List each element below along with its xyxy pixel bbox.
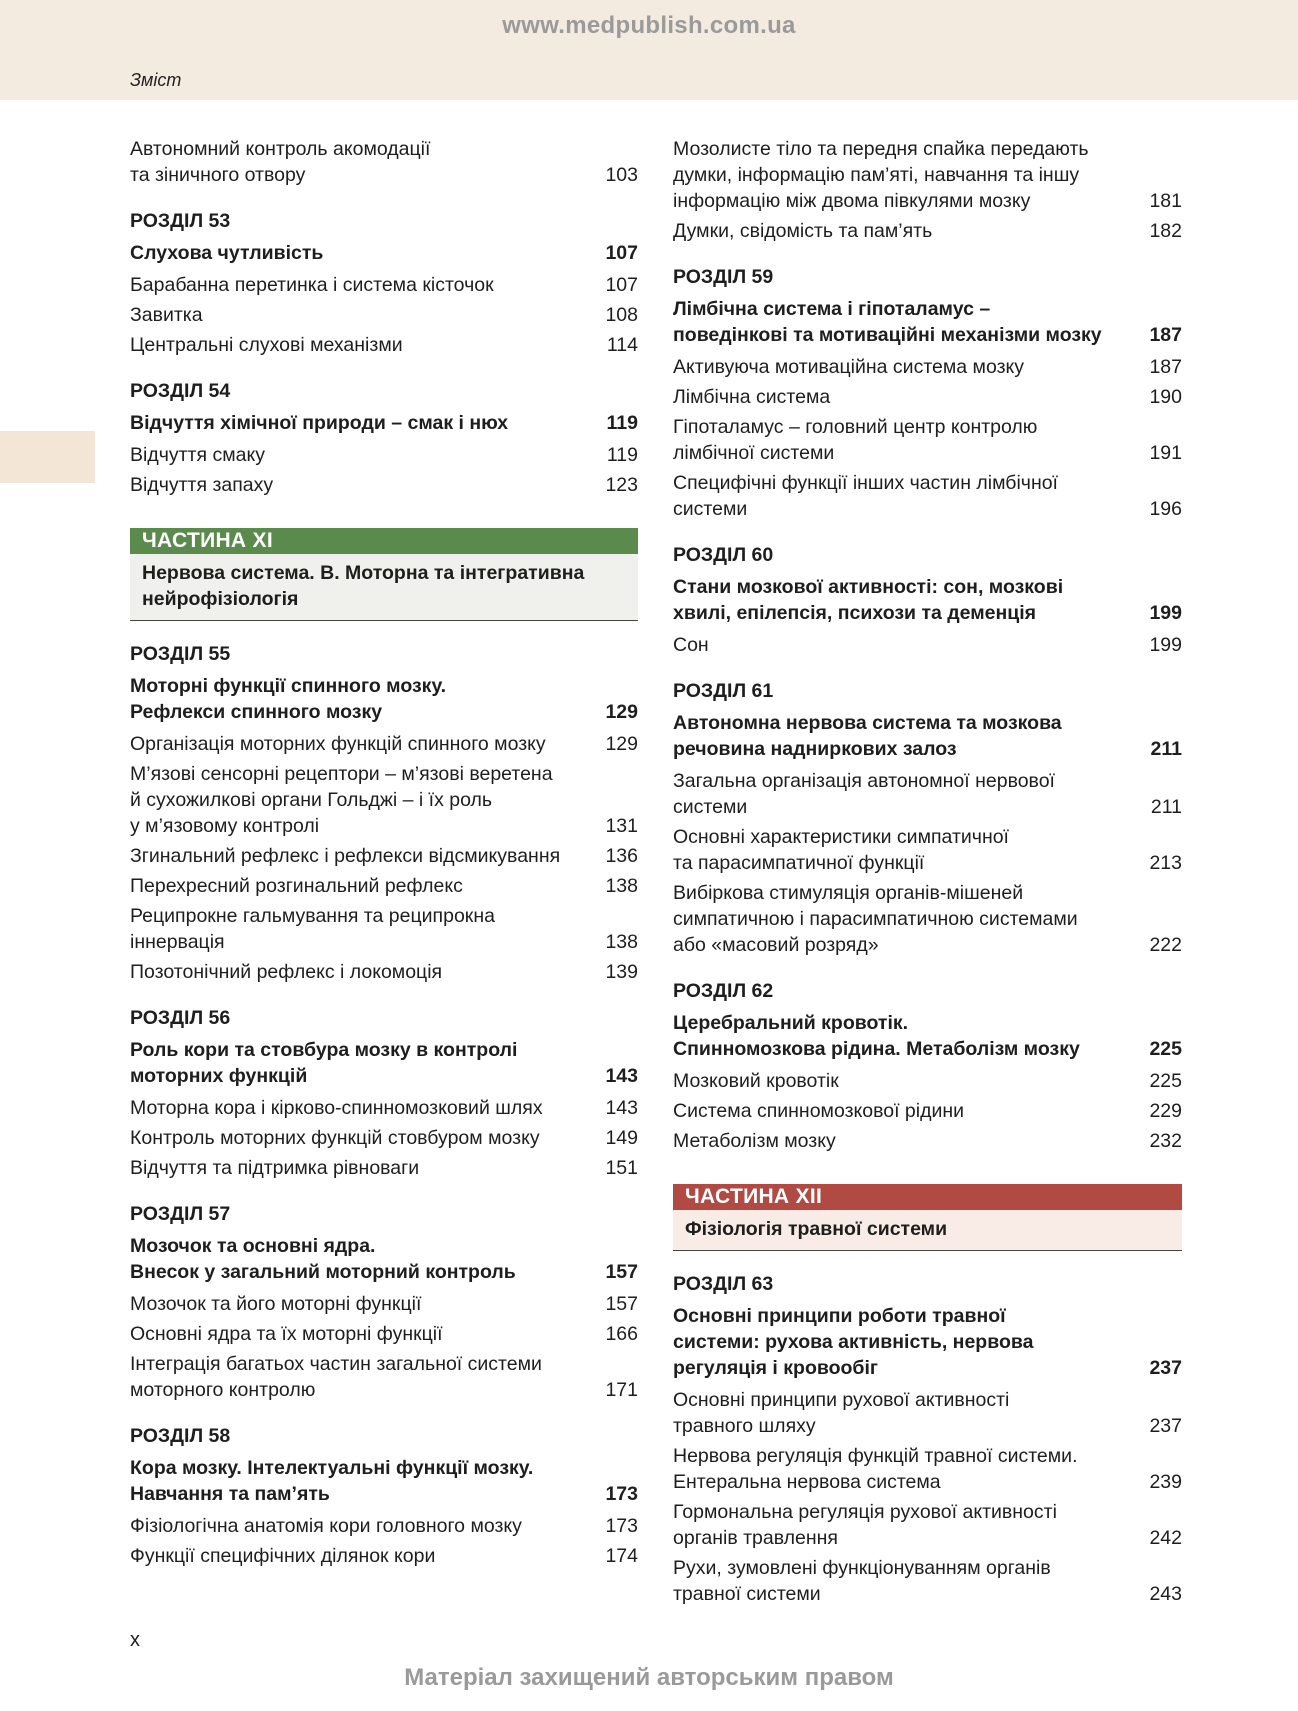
toc-entry[interactable] xyxy=(130,1321,638,1347)
copyright-notice: Матеріал захищений авторським правом xyxy=(404,1664,894,1691)
chapter-title: Кора мозку. Інтелектуальні функції мозку. Навчання та пам’ять xyxy=(130,1457,534,1505)
chapter-page: 187 xyxy=(1149,324,1182,346)
toc-entry-title: М’язові сенсорні рецептори – м’язові веретена й сухожилкові органи Гольджі – і їх роль у м’язовому контролі xyxy=(130,763,553,837)
toc-entry-page: 181 xyxy=(1149,190,1182,212)
toc-entry-page: 229 xyxy=(1149,1100,1182,1122)
toc-entry-title: Мозолисте тіло та передня спайка передають думки, інформацію пам’яті, навчання та іншу інформацію між двома півкулями мозку xyxy=(673,138,1089,212)
chapter-title: Мозочок та основні ядра. Внесок у загальний моторний контроль xyxy=(130,1235,516,1283)
toc-entry[interactable] xyxy=(673,136,1182,214)
chapter-label: РОЗДІЛ 60 xyxy=(673,544,774,566)
chapter-page: 157 xyxy=(605,1261,638,1283)
toc-entry[interactable] xyxy=(673,354,1182,380)
toc-entry-page: 108 xyxy=(605,304,638,326)
chapter-page: 129 xyxy=(605,701,638,723)
toc-entry-page: 129 xyxy=(605,733,638,755)
toc-entry-page: 222 xyxy=(1149,934,1182,956)
toc-entry-title: Завитка xyxy=(130,304,203,326)
toc-entry-title: Центральні слухові механізми xyxy=(130,334,403,356)
chapter-label: РОЗДІЛ 56 xyxy=(130,1007,231,1029)
toc-entry-title: Вибіркова стимуляція органів-мішеней симпатичною і парасимпатичною системами або «масовий розряд» xyxy=(673,882,1078,956)
toc-entry[interactable] xyxy=(673,470,1182,522)
toc-entry[interactable] xyxy=(130,1543,638,1569)
chapter-label: РОЗДІЛ 59 xyxy=(673,266,774,288)
toc-entry-page: 103 xyxy=(605,164,638,186)
toc-entry-page: 171 xyxy=(605,1379,638,1401)
toc-entry[interactable] xyxy=(130,442,638,468)
toc-entry-page: 173 xyxy=(605,1515,638,1537)
toc-entry-title: Мозочок та його моторні функції xyxy=(130,1293,422,1315)
toc-entry-page: 123 xyxy=(605,474,638,496)
toc-entry-title: Нервова регуляція функцій травної системи. Ентеральна нервова система xyxy=(673,1445,1078,1493)
toc-entry-title: Барабанна перетинка і система кісточок xyxy=(130,274,494,296)
part-title: Нервова система. В. Моторна та інтегративна нейрофізіологія xyxy=(130,554,638,620)
toc-entry[interactable] xyxy=(130,272,638,298)
part-title: Фізіологія травної системи xyxy=(673,1210,1182,1250)
toc-entry[interactable] xyxy=(130,1155,638,1181)
toc-entry[interactable] xyxy=(673,632,1182,658)
toc-entry[interactable] xyxy=(673,384,1182,410)
chapter-label: РОЗДІЛ 58 xyxy=(130,1425,231,1447)
toc-entry[interactable] xyxy=(130,761,638,839)
toc-entry-page: 213 xyxy=(1149,852,1182,874)
part-label: ЧАСТИНА XII xyxy=(673,1184,1182,1210)
toc-entry-title: Метаболізм мозку xyxy=(673,1130,836,1152)
toc-entry[interactable] xyxy=(673,1443,1182,1495)
toc-entry[interactable] xyxy=(130,873,638,899)
chapter-page: 143 xyxy=(605,1065,638,1087)
toc-entry-page: 143 xyxy=(605,1097,638,1119)
toc-entry-page: 191 xyxy=(1149,442,1182,464)
toc-entry-page: 242 xyxy=(1149,1527,1182,1549)
toc-entry[interactable] xyxy=(130,302,638,328)
toc-entry-page: 232 xyxy=(1149,1130,1182,1152)
chapter-label: РОЗДІЛ 63 xyxy=(673,1273,774,1295)
chapter-page: 119 xyxy=(606,412,638,434)
toc-entry-page: 138 xyxy=(605,875,638,897)
site-url[interactable]: www.medpublish.com.ua xyxy=(502,12,796,39)
toc-entry-title: Організація моторних функцій спинного мозку xyxy=(130,733,546,755)
toc-entry-page: 151 xyxy=(605,1157,638,1179)
toc-entry-title: Гормональна регуляція рухової активності органів травлення xyxy=(673,1501,1057,1549)
chapter-title: Лімбічна система і гіпоталамус – поведінкові та мотиваційні механізми мозку xyxy=(673,298,1102,346)
toc-entry[interactable] xyxy=(130,1291,638,1317)
part-header xyxy=(130,528,638,621)
toc-entry-page: 114 xyxy=(606,334,638,356)
chapter-heading[interactable] xyxy=(673,1010,1182,1062)
toc-entry[interactable] xyxy=(130,472,638,498)
chapter-title: Автономна нервова система та мозкова речовина надниркових залоз xyxy=(673,712,1062,760)
toc-entry[interactable] xyxy=(673,880,1182,958)
toc-entry-page: 225 xyxy=(1149,1070,1182,1092)
toc-entry[interactable] xyxy=(130,903,638,955)
toc-entry-title: Мозковий кровотік xyxy=(673,1070,839,1092)
toc-entry-title: Основні принципи рухової активності травного шляху xyxy=(673,1389,1010,1437)
toc-entry[interactable] xyxy=(130,136,638,188)
toc-entry-title: Гіпоталамус – головний центр контролю лімбічної системи xyxy=(673,416,1038,464)
chapter-heading[interactable] xyxy=(673,296,1182,348)
part-label: ЧАСТИНА XI xyxy=(130,528,638,554)
chapter-title: Моторні функції спинного мозку. Рефлекси спинного мозку xyxy=(130,675,446,723)
toc-entry-page: 190 xyxy=(1149,386,1182,408)
chapter-heading[interactable] xyxy=(130,673,638,725)
toc-entry-page: 239 xyxy=(1149,1471,1182,1493)
toc-entry[interactable] xyxy=(130,843,638,869)
page-number: x xyxy=(130,1629,140,1651)
toc-entry[interactable] xyxy=(130,731,638,757)
toc-entry[interactable] xyxy=(673,768,1182,820)
side-tab-marker xyxy=(0,431,95,483)
toc-entry[interactable] xyxy=(673,1499,1182,1551)
chapter-heading[interactable] xyxy=(130,1037,638,1089)
chapter-heading[interactable] xyxy=(130,410,638,436)
toc-left-column xyxy=(130,136,638,1573)
toc-entry-title: Контроль моторних функцій стовбуром мозку xyxy=(130,1127,540,1149)
toc-entry-title: Відчуття смаку xyxy=(130,444,265,466)
chapter-label: РОЗДІЛ 62 xyxy=(673,980,774,1002)
chapter-heading[interactable] xyxy=(673,1303,1182,1381)
toc-entry-page: 157 xyxy=(605,1293,638,1315)
chapter-page: 237 xyxy=(1149,1357,1182,1379)
toc-entry-title: Основні ядра та їх моторні функції xyxy=(130,1323,443,1345)
toc-entry-title: Специфічні функції інших частин лімбічної системи xyxy=(673,472,1058,520)
toc-entry-page: 119 xyxy=(606,444,638,466)
toc-entry-page: 174 xyxy=(605,1545,638,1567)
toc-entry-page: 131 xyxy=(605,815,638,837)
toc-entry-page: 149 xyxy=(605,1127,638,1149)
toc-entry-title: Реципрокне гальмування та реципрокна іннервація xyxy=(130,905,495,953)
toc-entry[interactable] xyxy=(673,218,1182,244)
chapter-title: Слухова чутливість xyxy=(130,242,324,264)
chapter-heading[interactable] xyxy=(673,710,1182,762)
chapter-heading[interactable] xyxy=(130,240,638,266)
chapter-heading[interactable] xyxy=(130,1233,638,1285)
toc-entry-title: Відчуття запаху xyxy=(130,474,274,496)
toc-entry-title: Сон xyxy=(673,634,709,656)
chapter-title: Церебральний кровотік. Спинномозкова рідина. Метаболізм мозку xyxy=(673,1012,1080,1060)
toc-entry-title: Перехресний розгинальний рефлекс xyxy=(130,875,463,897)
chapter-page: 199 xyxy=(1149,602,1182,624)
toc-entry[interactable] xyxy=(673,1068,1182,1094)
toc-entry-title: Думки, свідомість та пам’ять xyxy=(673,220,933,242)
chapter-label: РОЗДІЛ 61 xyxy=(673,680,774,702)
toc-entry-title: Система спинномозкової рідини xyxy=(673,1100,965,1122)
toc-entry[interactable] xyxy=(673,1387,1182,1439)
toc-entry-page: 187 xyxy=(1149,356,1182,378)
toc-entry-page: 107 xyxy=(605,274,638,296)
toc-entry[interactable] xyxy=(130,959,638,985)
toc-entry-title: Фізіологічна анатомія кори головного мозку xyxy=(130,1515,522,1537)
toc-entry-page: 196 xyxy=(1149,498,1182,520)
toc-entry-title: Функції специфічних ділянок кори xyxy=(130,1545,436,1567)
chapter-heading[interactable] xyxy=(130,1455,638,1507)
chapter-page: 173 xyxy=(605,1483,638,1505)
toc-entry-title: Рухи, зумовлені функціонуванням органів травної системи xyxy=(673,1557,1051,1605)
toc-entry[interactable] xyxy=(673,824,1182,876)
toc-entry-title: Інтеграція багатьох частин загальної системи моторного контролю xyxy=(130,1353,542,1401)
toc-entry[interactable] xyxy=(130,1351,638,1403)
toc-entry-page: 199 xyxy=(1149,634,1182,656)
toc-entry-title: Автономний контроль акомодації та зіничного отвору xyxy=(130,138,431,186)
chapter-label: РОЗДІЛ 53 xyxy=(130,210,231,232)
toc-entry[interactable] xyxy=(130,1125,638,1151)
toc-entry-title: Відчуття та підтримка рівноваги xyxy=(130,1157,420,1179)
chapter-label: РОЗДІЛ 54 xyxy=(130,380,231,402)
chapter-title: Відчуття хімічної природи – смак і нюх xyxy=(130,412,509,434)
toc-entry-page: 139 xyxy=(605,961,638,983)
toc-entry-page: 182 xyxy=(1149,220,1182,242)
chapter-title: Стани мозкової активності: сон, мозкові хвилі, епілепсія, психози та деменція xyxy=(673,576,1064,624)
toc-entry-title: Загальна організація автономної нервової системи xyxy=(673,770,1055,818)
toc-entry-title: Основні характеристики симпатичної та парасимпатичної функції xyxy=(673,826,1009,874)
toc-entry-title: Активуюча мотиваційна система мозку xyxy=(673,356,1025,378)
toc-entry[interactable] xyxy=(673,1555,1182,1607)
toc-entry[interactable] xyxy=(673,414,1182,466)
chapter-title: Роль кори та стовбура мозку в контролі моторних функцій xyxy=(130,1039,518,1087)
toc-entry-title: Позотонічний рефлекс і локомоція xyxy=(130,961,443,983)
toc-entry[interactable] xyxy=(673,1098,1182,1124)
toc-entry-page: 211 xyxy=(1150,796,1182,818)
toc-entry-page: 237 xyxy=(1149,1415,1182,1437)
toc-entry-page: 136 xyxy=(605,845,638,867)
toc-entry-title: Згинальний рефлекс і рефлекси відсмикування xyxy=(130,845,561,867)
toc-entry[interactable] xyxy=(130,332,638,358)
chapter-page: 107 xyxy=(605,242,638,264)
toc-right-column xyxy=(673,136,1182,1611)
toc-entry-title: Моторна кора і кірково-спинномозковий шлях xyxy=(130,1097,543,1119)
chapter-page: 211 xyxy=(1150,738,1182,760)
toc-entry[interactable] xyxy=(130,1513,638,1539)
toc-entry-page: 243 xyxy=(1149,1583,1182,1605)
chapter-label: РОЗДІЛ 55 xyxy=(130,643,231,665)
toc-entry-page: 138 xyxy=(605,931,638,953)
chapter-page: 225 xyxy=(1149,1038,1182,1060)
running-head: Зміст xyxy=(130,70,182,90)
chapter-title: Основні принципи роботи травної системи: рухова активність, нервова регуляція і кровообіг xyxy=(673,1305,1034,1379)
toc-entry[interactable] xyxy=(673,1128,1182,1154)
chapter-label: РОЗДІЛ 57 xyxy=(130,1203,231,1225)
toc-entry[interactable] xyxy=(130,1095,638,1121)
toc-entry-page: 166 xyxy=(605,1323,638,1345)
part-header xyxy=(673,1184,1182,1251)
chapter-heading[interactable] xyxy=(673,574,1182,626)
toc-entry-title: Лімбічна система xyxy=(673,386,831,408)
